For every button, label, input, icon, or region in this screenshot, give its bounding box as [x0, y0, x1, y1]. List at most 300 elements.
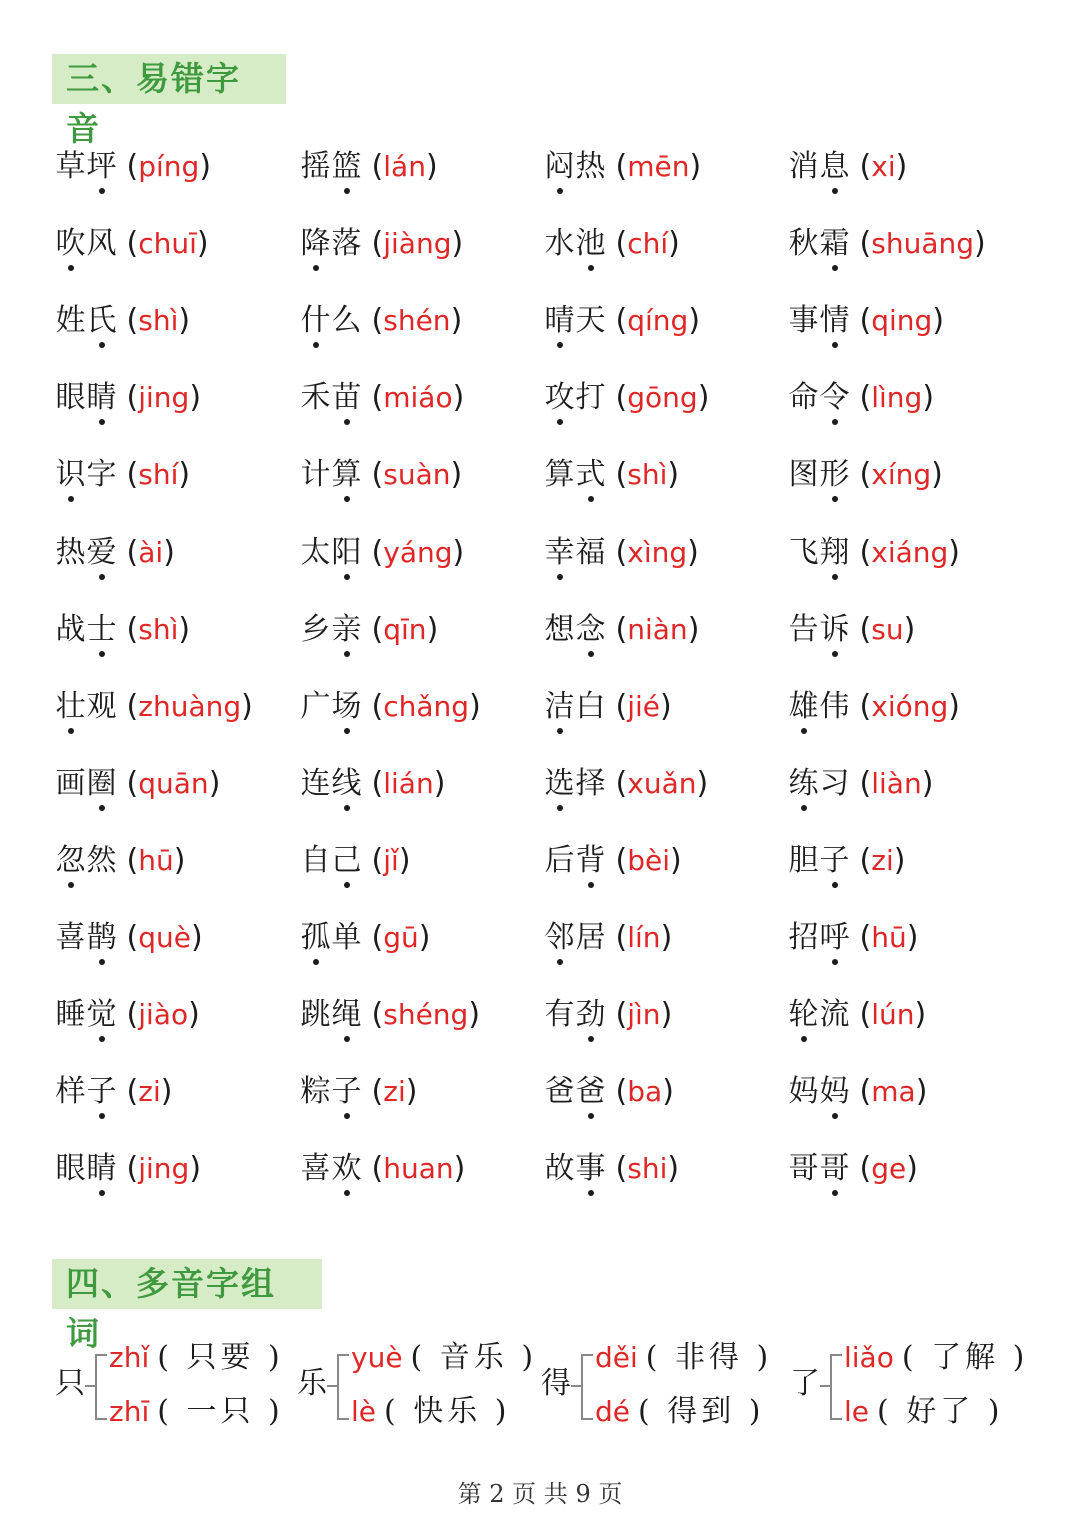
character: 睡	[55, 997, 86, 1033]
close-paren: )	[668, 226, 680, 262]
word	[544, 296, 606, 346]
open-paren: (	[362, 380, 384, 416]
close-paren: )	[903, 611, 916, 647]
pronunciation-item	[544, 836, 682, 886]
pinyin: zi	[138, 1075, 161, 1109]
pronunciation-item	[544, 759, 708, 809]
open-paren: (	[117, 997, 139, 1033]
open-paren: (	[606, 149, 628, 184]
character: 风	[86, 226, 117, 262]
pinyin: hū	[871, 921, 907, 954]
close-paren: )	[660, 688, 672, 724]
close-paren: )	[188, 997, 200, 1033]
pronunciation-item	[544, 219, 680, 269]
word	[788, 836, 850, 886]
pinyin: jiàng	[383, 227, 452, 261]
dotted-character: 壮	[55, 682, 86, 732]
open-paren: (	[362, 149, 384, 184]
pronunciation-item	[788, 913, 918, 963]
pinyin: yáng	[383, 535, 453, 569]
open-paren: (	[850, 1151, 872, 1187]
dotted-character: 篮	[331, 142, 362, 192]
pronunciation-item	[788, 142, 907, 192]
open-paren: (	[850, 842, 872, 878]
character: 想	[544, 611, 575, 647]
word	[55, 219, 117, 269]
polyphonic-reading	[595, 1338, 772, 1378]
pinyin: shén	[383, 304, 451, 338]
word	[55, 1144, 117, 1194]
dotted-character: 降	[300, 219, 331, 269]
reading-pinyin: yuè	[351, 1341, 403, 1374]
pinyin: qíng	[627, 304, 689, 338]
open-paren: (	[117, 303, 139, 339]
pinyin: miáo	[383, 381, 453, 415]
dotted-character: 哥	[819, 1144, 850, 1194]
pinyin: xìng	[627, 535, 688, 569]
word	[300, 450, 362, 500]
word	[300, 1067, 362, 1117]
close-paren: )	[425, 149, 438, 184]
open-paren: (	[117, 765, 139, 801]
open-paren: (	[606, 1151, 628, 1187]
close-paren: )	[660, 997, 673, 1033]
pronunciation-item	[544, 450, 679, 500]
example-word: ( 非得 )	[645, 1340, 773, 1375]
polyphonic-character: 乐	[297, 1366, 327, 1401]
word	[300, 682, 362, 732]
pinyin: mēn	[627, 150, 690, 183]
open-paren: (	[117, 380, 139, 416]
pinyin: xióng	[871, 689, 949, 723]
close-paren: )	[178, 303, 191, 339]
close-paren: )	[667, 457, 680, 493]
word	[788, 682, 850, 732]
pinyin: zhuàng	[138, 689, 242, 723]
dotted-character: 翔	[819, 528, 850, 578]
character: 飞	[788, 534, 819, 570]
pinyin: ge	[871, 1152, 907, 1186]
open-paren: (	[362, 1074, 384, 1110]
pinyin: huan	[383, 1152, 454, 1186]
word	[788, 450, 850, 500]
dotted-character: 欢	[331, 1144, 362, 1194]
word	[300, 605, 362, 655]
word	[544, 373, 606, 423]
character: 热	[575, 149, 606, 184]
character: 水	[544, 226, 575, 262]
pinyin: gōng	[627, 381, 698, 415]
dotted-character: 情	[819, 296, 850, 346]
open-paren: (	[606, 457, 628, 493]
word	[788, 296, 850, 346]
pronunciation-item	[55, 373, 201, 423]
dotted-character: 爱	[86, 528, 117, 578]
character: 草	[55, 149, 86, 184]
polyphonic-reading	[595, 1392, 764, 1432]
close-paren: )	[689, 149, 702, 184]
close-paren: )	[906, 920, 919, 955]
close-paren: )	[948, 688, 960, 724]
close-paren: )	[893, 842, 906, 878]
character: 战	[55, 611, 86, 647]
pronunciation-item	[788, 450, 943, 500]
polyphonic-reading	[844, 1338, 1028, 1378]
character: 跳	[300, 997, 331, 1033]
dotted-character: 氏	[86, 296, 117, 346]
character: 连	[300, 765, 331, 801]
dotted-character: 睛	[86, 1144, 117, 1194]
pronunciation-item	[788, 1144, 918, 1194]
example-word: ( 好了 )	[877, 1394, 1004, 1429]
open-paren: (	[606, 765, 628, 801]
pronunciation-item	[55, 1067, 172, 1117]
pinyin: hū	[138, 843, 174, 877]
dotted-character: 形	[819, 450, 850, 500]
word	[788, 1067, 850, 1117]
pronunciation-item	[788, 836, 905, 886]
open-paren: (	[850, 765, 872, 801]
close-paren: )	[398, 842, 411, 878]
pinyin: qīn	[383, 612, 427, 646]
close-paren: )	[662, 1074, 674, 1110]
character: 落	[331, 226, 362, 262]
section-title-error-prone-pronunciations: 三、易错字音	[52, 54, 286, 104]
word	[300, 990, 362, 1040]
dotted-character: 阳	[331, 528, 362, 578]
close-paren: )	[450, 303, 463, 339]
character: 妈	[788, 1074, 819, 1110]
dotted-character: 什	[300, 296, 331, 346]
character: 伟	[819, 688, 850, 724]
dotted-character: 事	[575, 1144, 606, 1194]
character: 姓	[55, 303, 86, 339]
open-paren: (	[117, 1074, 139, 1110]
brace-icon	[95, 1354, 107, 1420]
character: 打	[575, 380, 606, 416]
pinyin: lán	[383, 150, 426, 183]
word	[55, 1067, 117, 1117]
character: 太	[300, 534, 331, 570]
close-paren: )	[915, 1074, 928, 1110]
word	[300, 373, 362, 423]
pronunciation-item	[300, 1144, 465, 1194]
word	[788, 142, 850, 192]
close-paren: )	[895, 149, 908, 184]
character: 摇	[300, 149, 331, 184]
pinyin: jìn	[627, 998, 661, 1032]
open-paren: (	[117, 920, 139, 955]
polyphonic-reading	[351, 1392, 511, 1432]
pronunciation-item	[300, 296, 462, 346]
close-paren: )	[660, 920, 673, 955]
character: 么	[331, 303, 362, 339]
character: 福	[575, 534, 606, 570]
pronunciation-item	[788, 528, 960, 578]
close-paren: )	[173, 842, 186, 878]
word	[544, 605, 606, 655]
close-paren: )	[670, 842, 682, 878]
dotted-character: 子	[86, 1067, 117, 1117]
character: 告	[788, 611, 819, 647]
pronunciation-item	[544, 605, 699, 655]
pinyin: ba	[627, 1075, 663, 1109]
pinyin: shéng	[383, 998, 469, 1032]
close-paren: )	[931, 457, 943, 493]
dotted-character: 忽	[55, 836, 86, 886]
example-word: ( 得到 )	[638, 1394, 765, 1429]
word	[544, 990, 606, 1040]
close-paren: )	[208, 765, 221, 801]
open-paren: (	[117, 842, 139, 878]
example-word: ( 音乐 )	[410, 1340, 538, 1375]
close-paren: )	[932, 303, 945, 339]
open-paren: (	[850, 688, 872, 724]
polyphonic-reading	[109, 1338, 284, 1378]
reading-pinyin: liǎo	[844, 1341, 894, 1374]
dotted-character: 洁	[544, 682, 575, 732]
character: 招	[788, 920, 819, 955]
character: 有	[544, 997, 575, 1033]
dotted-character: 觉	[86, 990, 117, 1040]
character: 画	[55, 765, 86, 801]
word	[55, 373, 117, 423]
pinyin: shì	[138, 304, 179, 338]
character: 爸	[544, 1074, 575, 1110]
open-paren: (	[850, 226, 872, 262]
dotted-character: 晴	[544, 296, 575, 346]
example-word: ( 了解 )	[901, 1340, 1029, 1375]
dotted-character: 霜	[819, 219, 850, 269]
reading-pinyin: zhǐ	[109, 1341, 150, 1374]
open-paren: (	[362, 226, 384, 262]
close-paren: )	[426, 611, 439, 647]
character: 择	[575, 765, 606, 801]
pronunciation-item	[55, 450, 190, 500]
character: 白	[575, 688, 606, 724]
dotted-character: 识	[55, 450, 86, 500]
character: 计	[300, 457, 331, 493]
open-paren: (	[850, 380, 872, 416]
reading-pinyin: dé	[595, 1395, 630, 1428]
pinyin: suàn	[383, 458, 451, 492]
pinyin: quān	[138, 766, 209, 800]
close-paren: )	[241, 688, 253, 724]
polyphonic-character: 得	[541, 1366, 571, 1401]
dotted-character: 场	[331, 682, 362, 732]
dotted-character: 算	[331, 450, 362, 500]
close-paren: )	[191, 920, 203, 955]
word	[55, 682, 117, 732]
pinyin: xi	[871, 150, 896, 183]
dotted-character: 亲	[331, 605, 362, 655]
pinyin: lián	[383, 766, 434, 800]
close-paren: )	[667, 1151, 680, 1187]
pronunciation-item	[55, 913, 203, 963]
pinyin: qing	[871, 304, 933, 338]
open-paren: (	[850, 920, 872, 955]
word	[788, 759, 850, 809]
open-paren: (	[606, 997, 628, 1033]
pinyin: jing	[138, 381, 190, 415]
open-paren: (	[850, 611, 872, 647]
character: 然	[86, 842, 117, 878]
pronunciation-item	[788, 990, 926, 1040]
open-paren: (	[850, 457, 872, 493]
pinyin: shuāng	[871, 227, 975, 261]
character: 广	[300, 688, 331, 724]
pinyin: jǐ	[383, 843, 399, 877]
open-paren: (	[850, 997, 872, 1033]
word	[300, 142, 362, 192]
pinyin: lín	[627, 921, 661, 954]
close-paren: )	[469, 688, 481, 724]
open-paren: (	[362, 303, 384, 339]
word	[544, 450, 606, 500]
open-paren: (	[850, 303, 872, 339]
word	[544, 836, 606, 886]
polyphonic-character: 只	[55, 1366, 85, 1401]
character: 后	[544, 842, 575, 878]
word	[300, 759, 362, 809]
pinyin: shì	[138, 612, 179, 646]
word	[544, 142, 606, 192]
word	[55, 836, 117, 886]
pronunciation-item	[300, 373, 464, 423]
open-paren: (	[117, 611, 139, 647]
character: 命	[788, 380, 819, 416]
pronunciation-item	[544, 913, 672, 963]
word	[544, 1144, 606, 1194]
pronunciation-item	[300, 836, 411, 886]
word	[300, 1144, 362, 1194]
pronunciation-item	[55, 528, 175, 578]
pinyin: su	[871, 612, 904, 646]
word	[788, 605, 850, 655]
close-paren: )	[688, 303, 701, 339]
close-paren: )	[451, 226, 464, 262]
pronunciation-item	[55, 296, 190, 346]
pinyin: jing	[138, 1152, 190, 1186]
close-paren: )	[178, 611, 191, 647]
pinyin: liàn	[871, 766, 922, 800]
polyphonic-reading	[109, 1392, 284, 1432]
word	[544, 219, 606, 269]
pinyin: ma	[871, 1075, 916, 1109]
dotted-character: 式	[575, 450, 606, 500]
pronunciation-item	[788, 373, 934, 423]
close-paren: )	[948, 534, 960, 570]
character: 热	[55, 534, 86, 570]
open-paren: (	[606, 1074, 628, 1110]
polyphonic-group	[297, 1330, 537, 1440]
close-paren: )	[906, 1151, 918, 1187]
pinyin: jié	[627, 689, 661, 723]
word	[55, 142, 117, 192]
character: 自	[300, 842, 331, 878]
example-word: ( 一只 )	[157, 1394, 284, 1429]
word	[55, 605, 117, 655]
pronunciation-item	[544, 1067, 674, 1117]
close-paren: )	[922, 380, 935, 416]
word	[300, 219, 362, 269]
pronunciation-item	[788, 682, 960, 732]
pinyin: chuī	[138, 227, 197, 261]
word	[788, 1144, 850, 1194]
word	[544, 759, 606, 809]
close-paren: )	[163, 534, 175, 570]
open-paren: (	[850, 149, 872, 184]
word	[300, 296, 362, 346]
character: 禾	[300, 380, 331, 416]
pinyin: xíng	[871, 458, 932, 492]
close-paren: )	[433, 765, 446, 801]
open-paren: (	[362, 1151, 384, 1187]
polyphonic-group	[790, 1330, 1030, 1440]
character: 字	[86, 457, 117, 493]
character: 消	[788, 149, 819, 184]
pronunciation-item	[544, 990, 672, 1040]
character: 胆	[788, 842, 819, 878]
close-paren: )	[687, 611, 700, 647]
word	[55, 990, 117, 1040]
dotted-character: 幸	[544, 528, 575, 578]
word	[788, 913, 850, 963]
dotted-character: 爸	[575, 1067, 606, 1117]
word	[788, 990, 850, 1040]
pinyin: niàn	[627, 612, 688, 646]
open-paren: (	[606, 842, 628, 878]
close-paren: )	[697, 380, 710, 416]
close-paren: )	[189, 380, 202, 416]
pinyin: chǎng	[383, 689, 470, 723]
character: 喜	[55, 920, 86, 955]
close-paren: )	[178, 457, 191, 493]
open-paren: (	[606, 611, 628, 647]
reading-pinyin: zhī	[109, 1395, 150, 1428]
close-paren: )	[160, 1074, 173, 1110]
dotted-character: 己	[331, 836, 362, 886]
open-paren: (	[362, 611, 384, 647]
pinyin: jiào	[138, 998, 189, 1032]
open-paren: (	[362, 457, 384, 493]
pronunciation-item	[788, 219, 986, 269]
character: 样	[55, 1074, 86, 1110]
character: 天	[575, 303, 606, 339]
pronunciation-item	[300, 990, 480, 1040]
dotted-character: 邻	[544, 913, 575, 963]
close-paren: )	[196, 226, 209, 262]
pronunciation-item	[544, 373, 709, 423]
character: 居	[575, 920, 606, 955]
dotted-character: 劲	[575, 990, 606, 1040]
character: 事	[788, 303, 819, 339]
pinyin: lìng	[871, 381, 923, 415]
word	[55, 913, 117, 963]
brace-icon	[581, 1354, 593, 1420]
pronunciation-item	[544, 296, 700, 346]
character: 观	[86, 688, 117, 724]
dotted-character: 练	[788, 759, 819, 809]
dotted-character: 雄	[788, 682, 819, 732]
pronunciation-item	[300, 450, 462, 500]
character: 习	[819, 765, 850, 801]
pinyin: zi	[871, 843, 894, 877]
section-title-polyphonic-words: 四、多音字组词	[52, 1259, 322, 1309]
open-paren: (	[362, 920, 384, 955]
dotted-character: 息	[819, 142, 850, 192]
dotted-character: 池	[575, 219, 606, 269]
